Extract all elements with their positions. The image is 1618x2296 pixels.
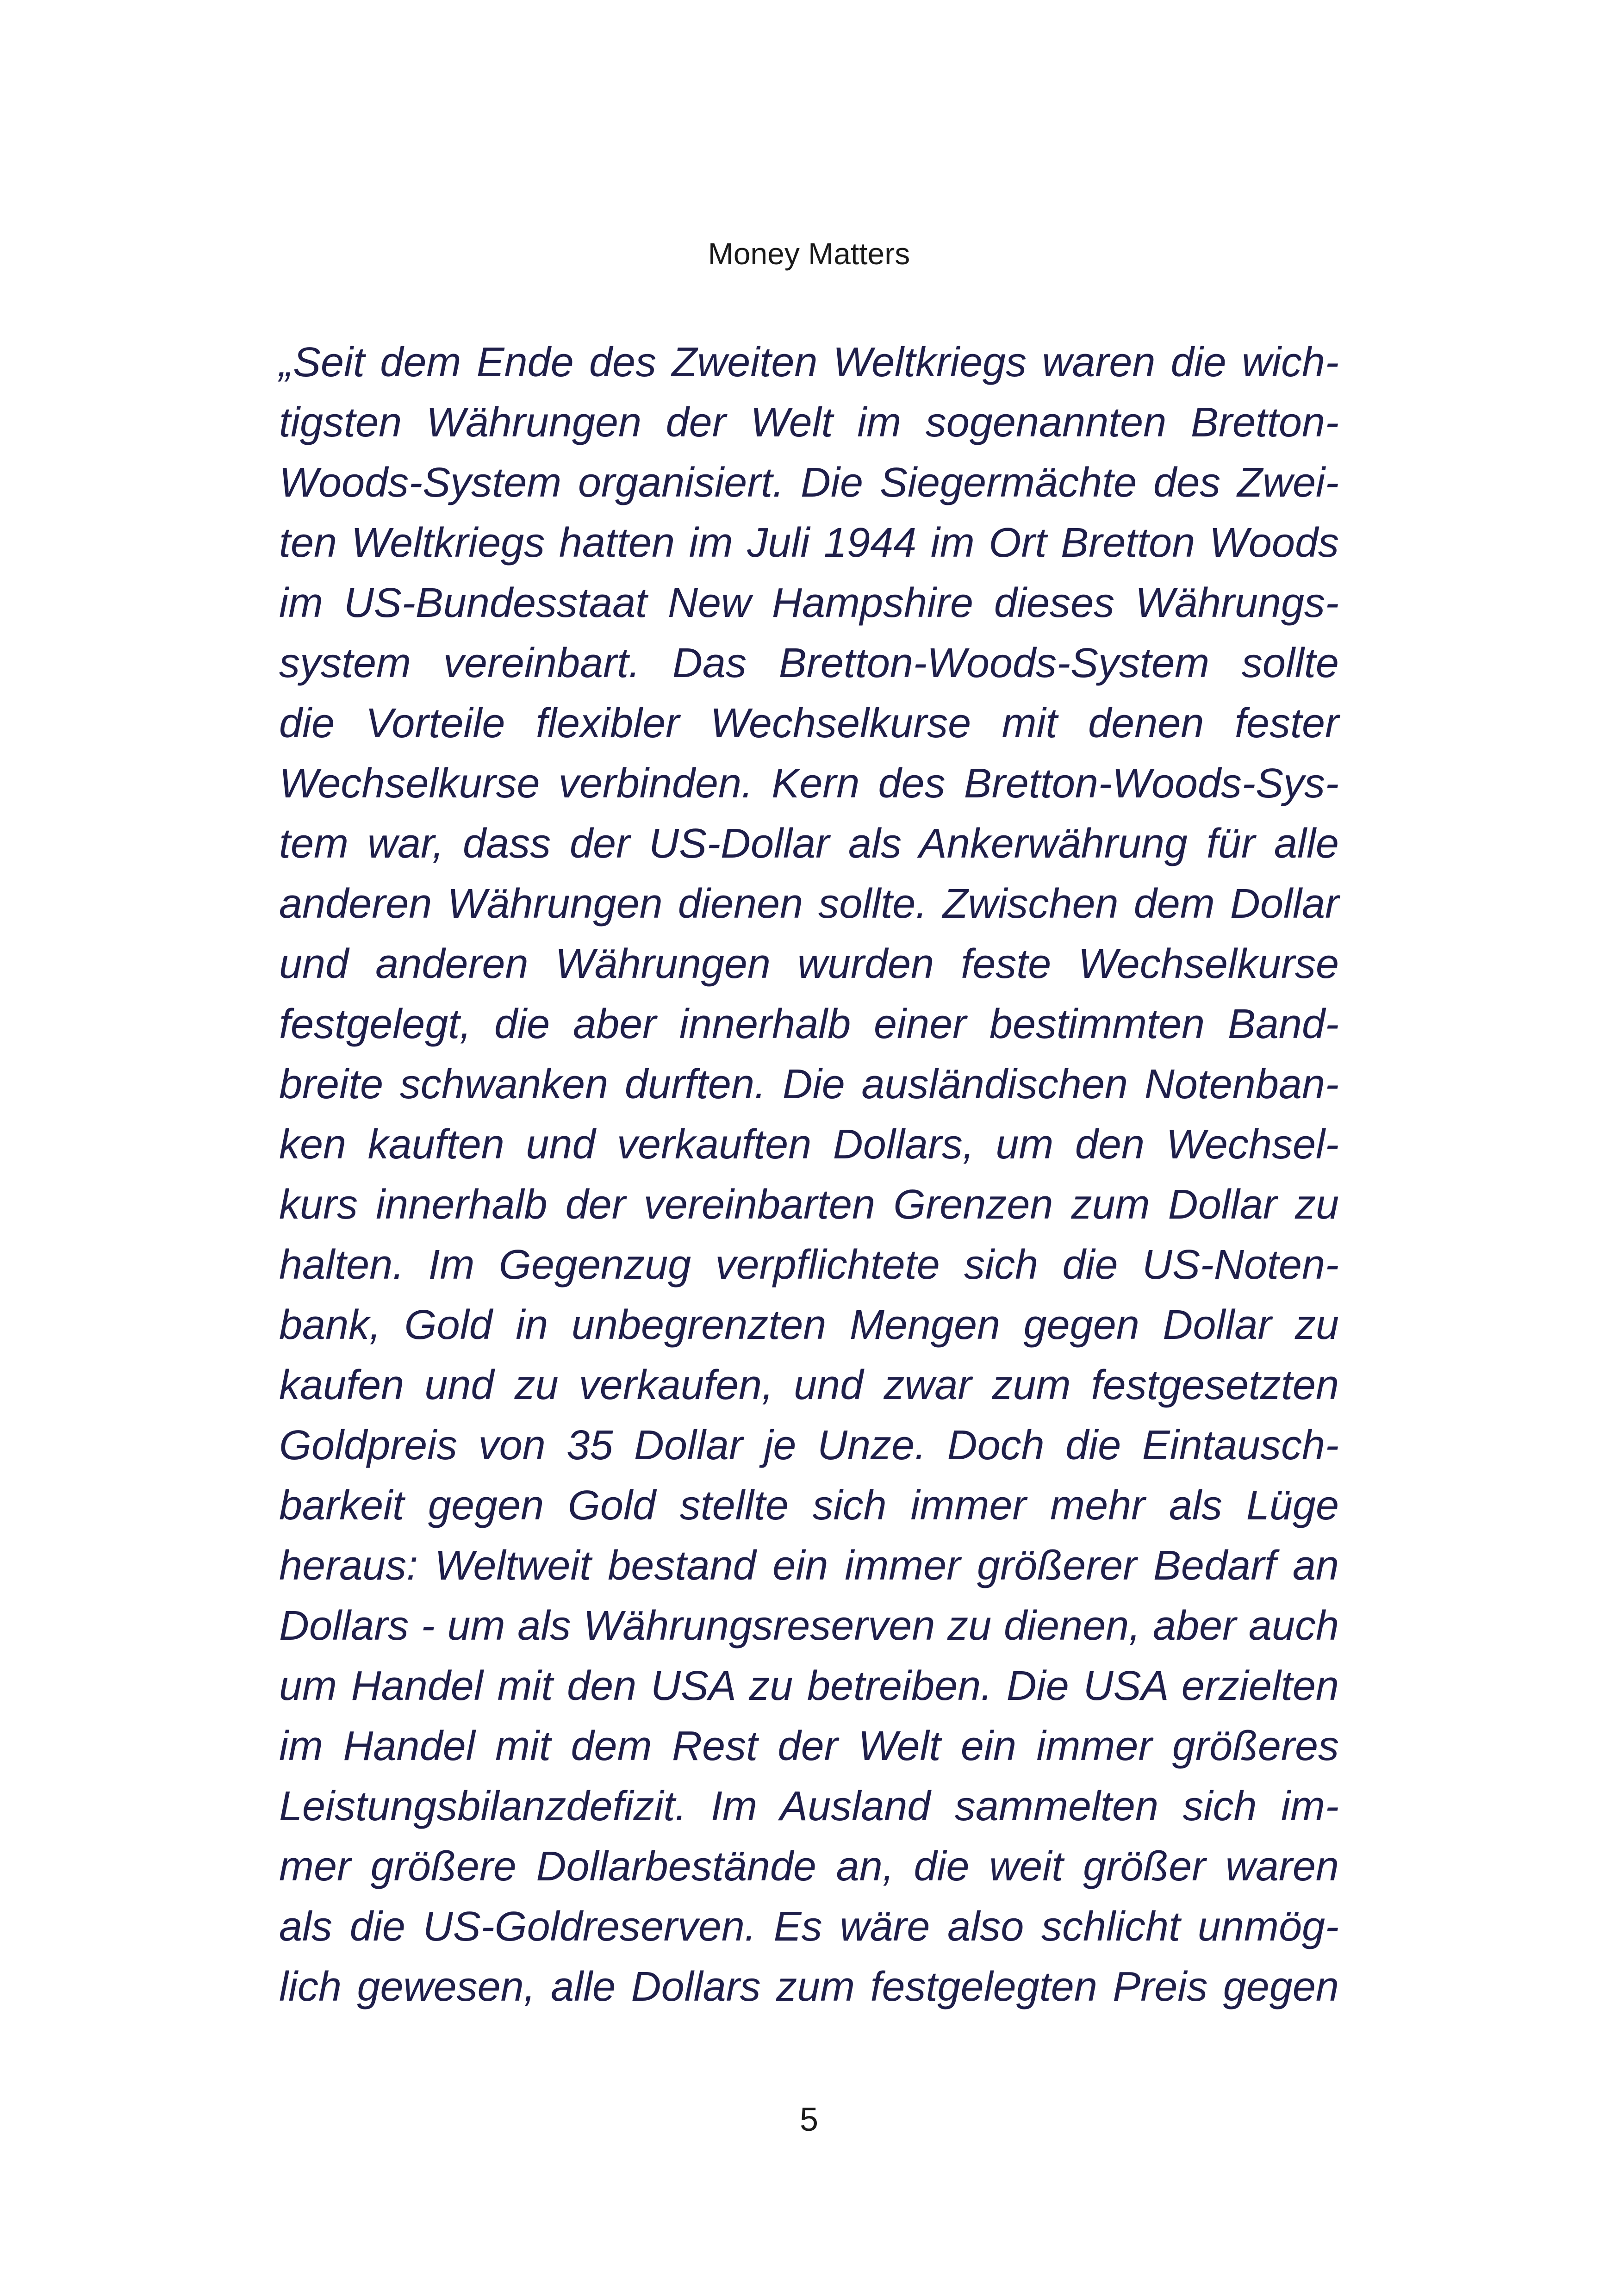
text-line: ken kauften und verkauften Dollars, um den Wechsel- [279, 1121, 1339, 1168]
text-line: system vereinbart. Das Bretton-Woods-System sollte [279, 640, 1339, 686]
text-line: im Handel mit dem Rest der Welt ein immer größeres [279, 1723, 1339, 1769]
text-line: breite schwanken durften. Die ausländischen Notenban- [279, 1061, 1339, 1108]
running-header: Money Matters [708, 236, 910, 271]
text-line: „Seit dem Ende des Zweiten Weltkriegs waren die wich- [279, 339, 1339, 386]
text-line: tigsten Währungen der Welt im sogenannten Bretton- [279, 399, 1339, 446]
text-line: im US-Bundesstaat New Hampshire dieses Währungs- [279, 580, 1339, 626]
text-line: heraus: Weltweit bestand ein immer größerer Bedarf an [279, 1543, 1339, 1589]
text-line: festgelegt, die aber innerhalb einer bestimmten Band- [279, 1001, 1339, 1047]
text-line: und anderen Währungen wurden feste Wechselkurse [279, 941, 1339, 987]
text-line: barkeit gegen Gold stellte sich immer mehr als Lüge [279, 1482, 1339, 1529]
text-line: mer größere Dollarbestände an, die weit größer waren [279, 1843, 1339, 1890]
text-line: ten Weltkriegs hatten im Juli 1944 im Ort Bretton Woods [279, 520, 1339, 566]
text-line: lich gewesen, alle Dollars zum festgelegten Preis gegen [279, 1964, 1339, 2010]
text-line: Wechselkurse verbinden. Kern des Bretton-Woods-Sys- [279, 760, 1339, 807]
text-line: bank, Gold in unbegrenzten Mengen gegen Dollar zu [279, 1302, 1339, 1348]
text-line: um Handel mit den USA zu betreiben. Die USA erzielten [279, 1663, 1339, 1709]
text-line: kurs innerhalb der vereinbarten Grenzen zum Dollar zu [279, 1182, 1339, 1228]
text-line: Dollars - um als Währungsreserven zu dienen, aber auch [279, 1603, 1339, 1649]
text-line: die Vorteile flexibler Wechselkurse mit denen fester [279, 700, 1339, 747]
text-line: Leistungsbilanzdefizit. Im Ausland sammelten sich im- [279, 1783, 1339, 1829]
text-line: kaufen und zu verkaufen, und zwar zum festgesetzten [279, 1362, 1339, 1408]
text-line: Goldpreis von 35 Dollar je Unze. Doch die Eintausch- [279, 1422, 1339, 1468]
text-line: tem war, dass der US-Dollar als Ankerwährung für alle [279, 821, 1339, 867]
text-line: halten. Im Gegenzug verpflichtete sich die US-Noten- [279, 1242, 1339, 1288]
text-line: Woods-System organisiert. Die Siegermächte des Zwei- [279, 460, 1339, 506]
page-number: 5 [799, 2101, 819, 2138]
text-line: als die US-Goldreserven. Es wäre also schlicht unmög- [279, 1904, 1339, 1950]
quote-paragraph [279, 332, 1339, 2017]
text-line: anderen Währungen dienen sollte. Zwischen dem Dollar [279, 881, 1339, 927]
